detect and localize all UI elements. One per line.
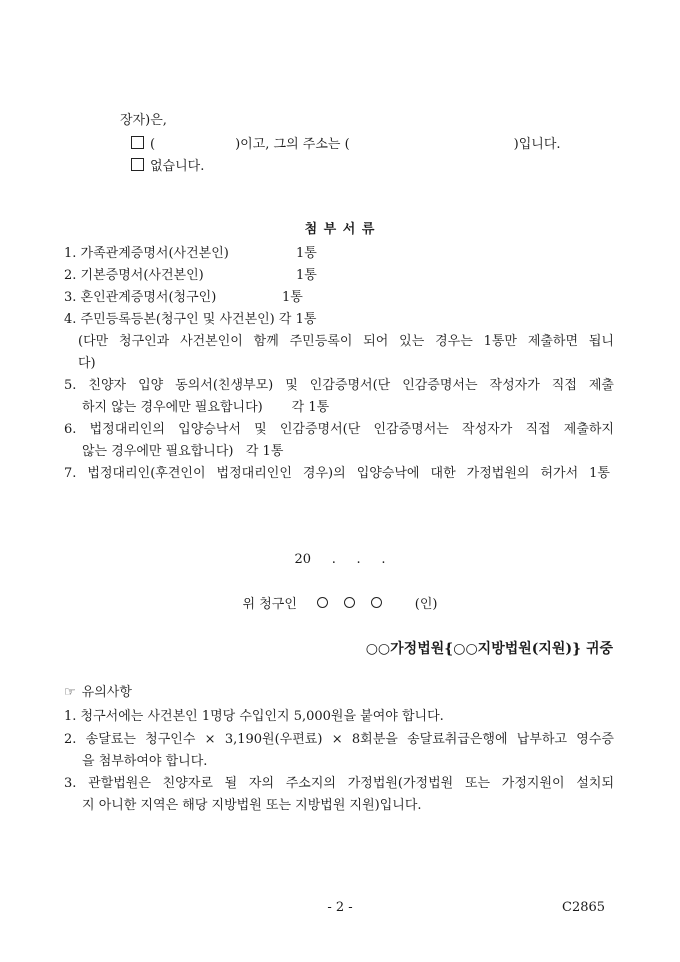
- seal-mark: (인): [414, 597, 438, 612]
- attachments-title: 첨 부 서 류: [304, 222, 376, 237]
- option2-label: 없습니다.: [150, 159, 205, 174]
- note-3-line1: 3. 관할법원은 친양자로 될 자의 주소지의 가정법원(가정법원 또는 가정지원이 설치되: [64, 776, 614, 791]
- attachment-item-6-line2: 않는 경우에만 필요합니다) 각 1통: [82, 444, 284, 459]
- attachment-item-5-line1: 5. 친양자 입양 동의서(친생부모) 및 인감증명서(단 인감증명서는 작성자가 직접 제출: [64, 378, 614, 393]
- notes-header: [64, 685, 132, 701]
- hand-pointing-icon: ☞: [64, 685, 76, 700]
- attachment-item-4-note-end: 다): [78, 356, 96, 371]
- option1-end: )입니다.: [513, 137, 561, 152]
- checkbox-existing[interactable]: [131, 136, 144, 149]
- date-line: 20 . . .: [294, 552, 386, 567]
- attachment-item-4-note: (다만 청구인과 사건본인이 함께 주민등록이 되어 있는 경우는 1통만 제출하면 됩니: [78, 334, 614, 349]
- note-2-line2: 을 첨부하여야 합니다.: [82, 754, 208, 769]
- page-number: - 2 -: [327, 900, 353, 915]
- option-existing-row: [131, 136, 561, 153]
- note-1: 1. 청구서에는 사건본인 1명당 수입인지 5,000원을 붙여야 합니다.: [64, 709, 444, 724]
- note-3-line2: 지 아니한 지역은 해당 지방법원 또는 지방법원 지원)입니다.: [82, 798, 422, 813]
- intro-text: 장자)은,: [120, 113, 167, 128]
- attachment-item-7: 7. 법정대리인(후견인이 법정대리인인 경우)의 입양승낙에 대한 가정법원의 허가서 1통: [64, 466, 610, 481]
- option1-open: (: [150, 137, 156, 152]
- attachment-item-6-line1: 6. 법정대리인의 입양승낙서 및 인감증명서(단 인감증명서는 작성자가 직접 제출하지: [64, 422, 614, 437]
- name-circle-3: [371, 597, 382, 608]
- name-circle-1: [317, 597, 328, 608]
- option1-mid: )이고, 그의 주소는 (: [235, 137, 350, 152]
- claimant-label: 위 청구인: [242, 597, 297, 612]
- attachment-item-2: 2. 기본증명서(사건본인) 1통: [64, 268, 317, 283]
- attachment-item-5-line2: 하지 않는 경우에만 필요합니다) 각 1통: [82, 400, 330, 415]
- claimant-line: [0, 597, 680, 613]
- attachment-item-3: 3. 혼인관계증명서(청구인) 1통: [64, 290, 303, 305]
- notes-title: 유의사항: [81, 685, 132, 700]
- form-code: C2865: [562, 900, 606, 915]
- checkbox-none[interactable]: [131, 158, 144, 171]
- attachment-item-1: 1. 가족관계증명서(사건본인) 1통: [64, 246, 317, 261]
- note-2-line1: 2. 송달료는 청구인수 × 3,190원(우편료) × 8회분을 송달료취급은행에 납부하고 영수증: [64, 732, 614, 747]
- attachment-item-4: 4. 주민등록등본(청구인 및 사건본인) 각 1통: [64, 312, 317, 327]
- name-circle-2: [344, 597, 355, 608]
- option-none-row: [131, 158, 204, 175]
- court-addressee: ○○가정법원{○○지방법원(지원)} 귀중: [365, 641, 613, 657]
